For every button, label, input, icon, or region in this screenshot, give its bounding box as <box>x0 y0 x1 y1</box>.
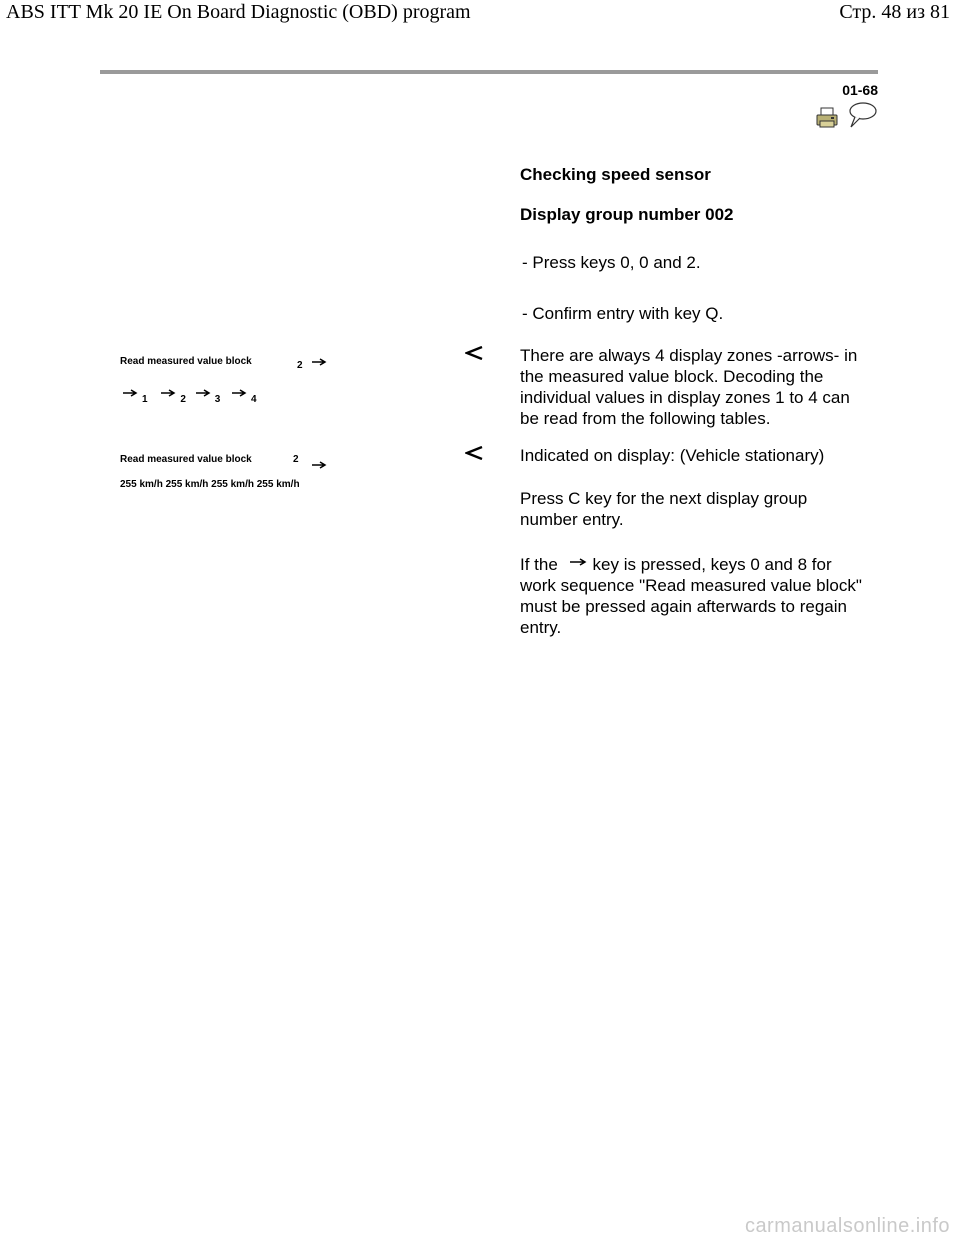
zone-2: 2 <box>180 393 186 405</box>
display2-right-arrow-icon <box>311 456 327 474</box>
display-zones-paragraph: There are always 4 display zones -arrows- in the measured value block. Decoding the individual values in display zones 1 to 4 can be read from the following tables. <box>520 346 858 428</box>
indicated-display-paragraph: Indicated on display: (Vehicle stationary) <box>520 446 825 465</box>
zone-4: 4 <box>251 393 257 405</box>
display2-label: Read measured value block <box>120 454 252 465</box>
zone-arrow-icon <box>231 389 247 401</box>
display1-right-arrow-icon <box>311 353 327 371</box>
display1-zones <box>122 389 257 405</box>
section-heading: Checking speed sensor <box>520 165 711 184</box>
reference-arrow-icon <box>465 346 483 365</box>
section-subheading: Display group number 002 <box>520 205 734 224</box>
page-counter: Стр. 48 из 81 <box>839 1 950 23</box>
para4-start: If the <box>520 555 558 574</box>
display1-group: 2 <box>297 360 303 371</box>
speech-bubble-icon[interactable] <box>846 101 878 134</box>
header-rule <box>100 70 878 74</box>
right-arrow-icon <box>569 550 587 571</box>
zone-arrow-icon <box>122 389 138 401</box>
regain-entry-paragraph <box>520 550 865 638</box>
zone-arrow-icon <box>195 389 211 401</box>
step-confirm-entry: - Confirm entry with key Q. <box>522 304 724 323</box>
display2-values: 255 km/h 255 km/h 255 km/h 255 km/h <box>120 479 300 490</box>
press-c-paragraph: Press C key for the next display group number entry. <box>520 489 808 529</box>
watermark-footer: carmanualsonline.info <box>744 1215 950 1237</box>
step-press-keys: - Press keys 0, 0 and 2. <box>522 253 701 272</box>
para4-end: key is pressed, keys 0 and 8 for work sequence "Read measured value block" must be pressed again afterwards to regain entry. <box>520 555 862 637</box>
printer-icon[interactable] <box>815 106 839 135</box>
page-number: 01-68 <box>842 82 878 98</box>
display1-label: Read measured value block <box>120 356 252 367</box>
document-title: ABS ITT Mk 20 IE On Board Diagnostic (OBD) program <box>6 1 471 23</box>
reference-arrow-icon <box>465 446 483 465</box>
zone-1: 1 <box>142 393 148 405</box>
zone-3: 3 <box>214 393 221 405</box>
display2-group: 2 <box>293 454 299 465</box>
zone-arrow-icon <box>160 389 176 401</box>
